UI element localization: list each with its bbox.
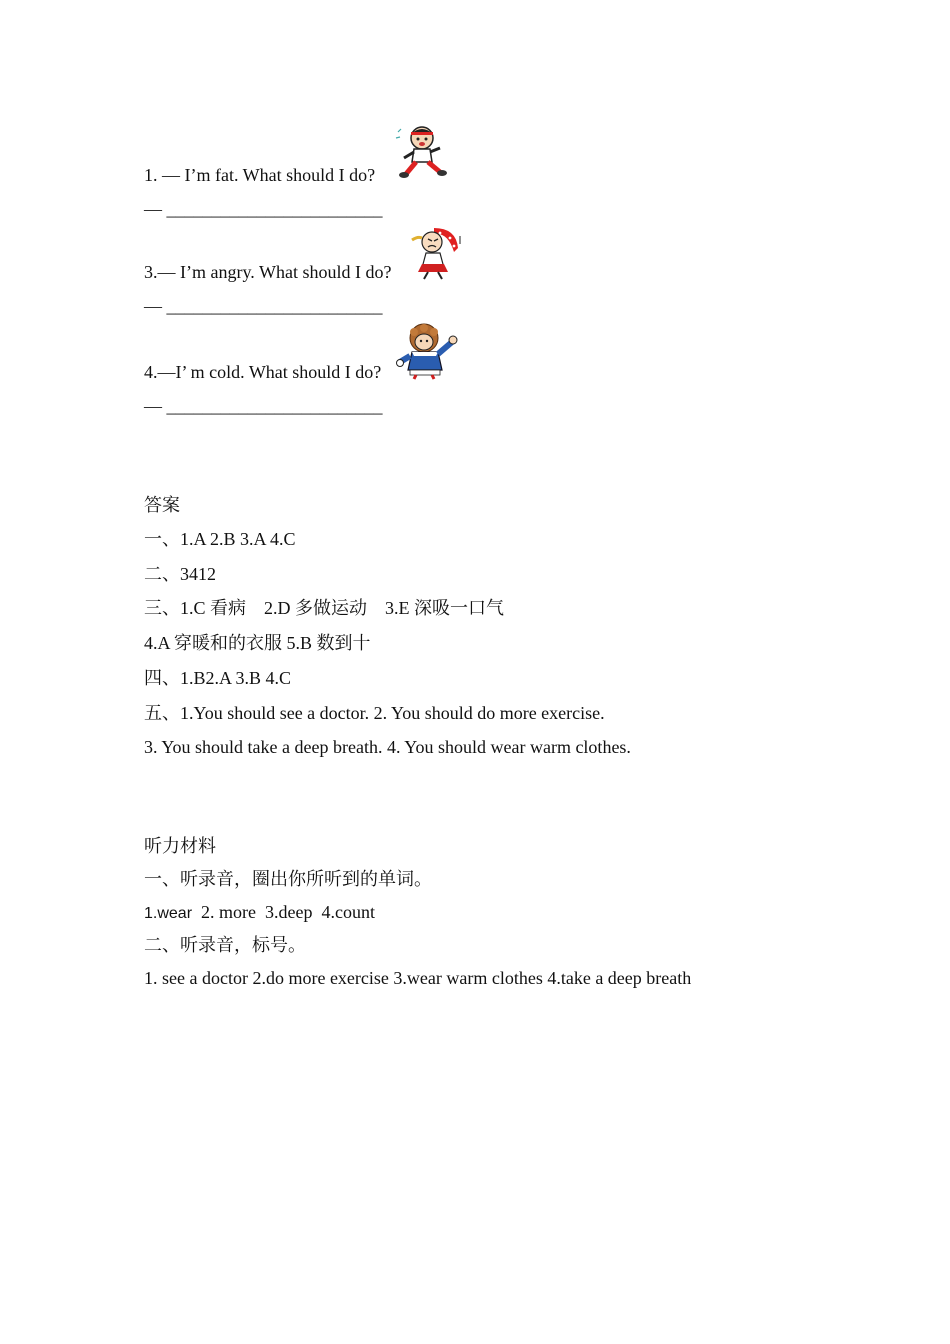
question-4-answer-line: — ________________________ [144, 396, 383, 416]
answers-title: 答案 [144, 495, 180, 515]
word-wear: 1.wear [144, 905, 193, 922]
answer-line: 一、1.A 2.B 3.A 4.C [144, 529, 296, 549]
question-3-answer-line: — ________________________ [144, 296, 383, 316]
angry-girl-illustration [404, 226, 464, 280]
cold-girl-illustration [396, 322, 462, 380]
listening-section-1: 一、听录音，圈出你所听到的单词。 [144, 869, 432, 889]
words-rest: 2. more 3.deep 4.count [192, 902, 375, 922]
running-boy-illustration [392, 124, 448, 180]
listening-phrases: 1. see a doctor 2.do more exercise 3.wear warm clothes 4.take a deep breath [144, 968, 692, 988]
question-3-prompt: 3.— I’m angry. What should I do? [144, 262, 392, 282]
answer-line: 五、1.You should see a doctor. 2. You should do more exercise. [144, 703, 605, 723]
answer-line: 三、1.C 看病 2.D 多做运动 3.E 深吸一口气 [144, 598, 504, 618]
answer-line: 二、3412 [144, 564, 216, 584]
listening-title: 听力材料 [144, 836, 216, 856]
listening-words [144, 901, 375, 925]
answer-line: 4.A 穿暖和的衣服 5.B 数到十 [144, 633, 371, 653]
question-1-answer-line: — ________________________ [144, 199, 383, 219]
question-1-prompt: 1. — I’m fat. What should I do? [144, 165, 376, 185]
question-4-prompt: 4.—I’ m cold. What should I do? [144, 362, 382, 382]
answer-line: 3. You should take a deep breath. 4. You should wear warm clothes. [144, 737, 631, 757]
listening-section-2: 二、听录音，标号。 [144, 935, 306, 955]
answer-line: 四、1.B2.A 3.B 4.C [144, 668, 292, 688]
